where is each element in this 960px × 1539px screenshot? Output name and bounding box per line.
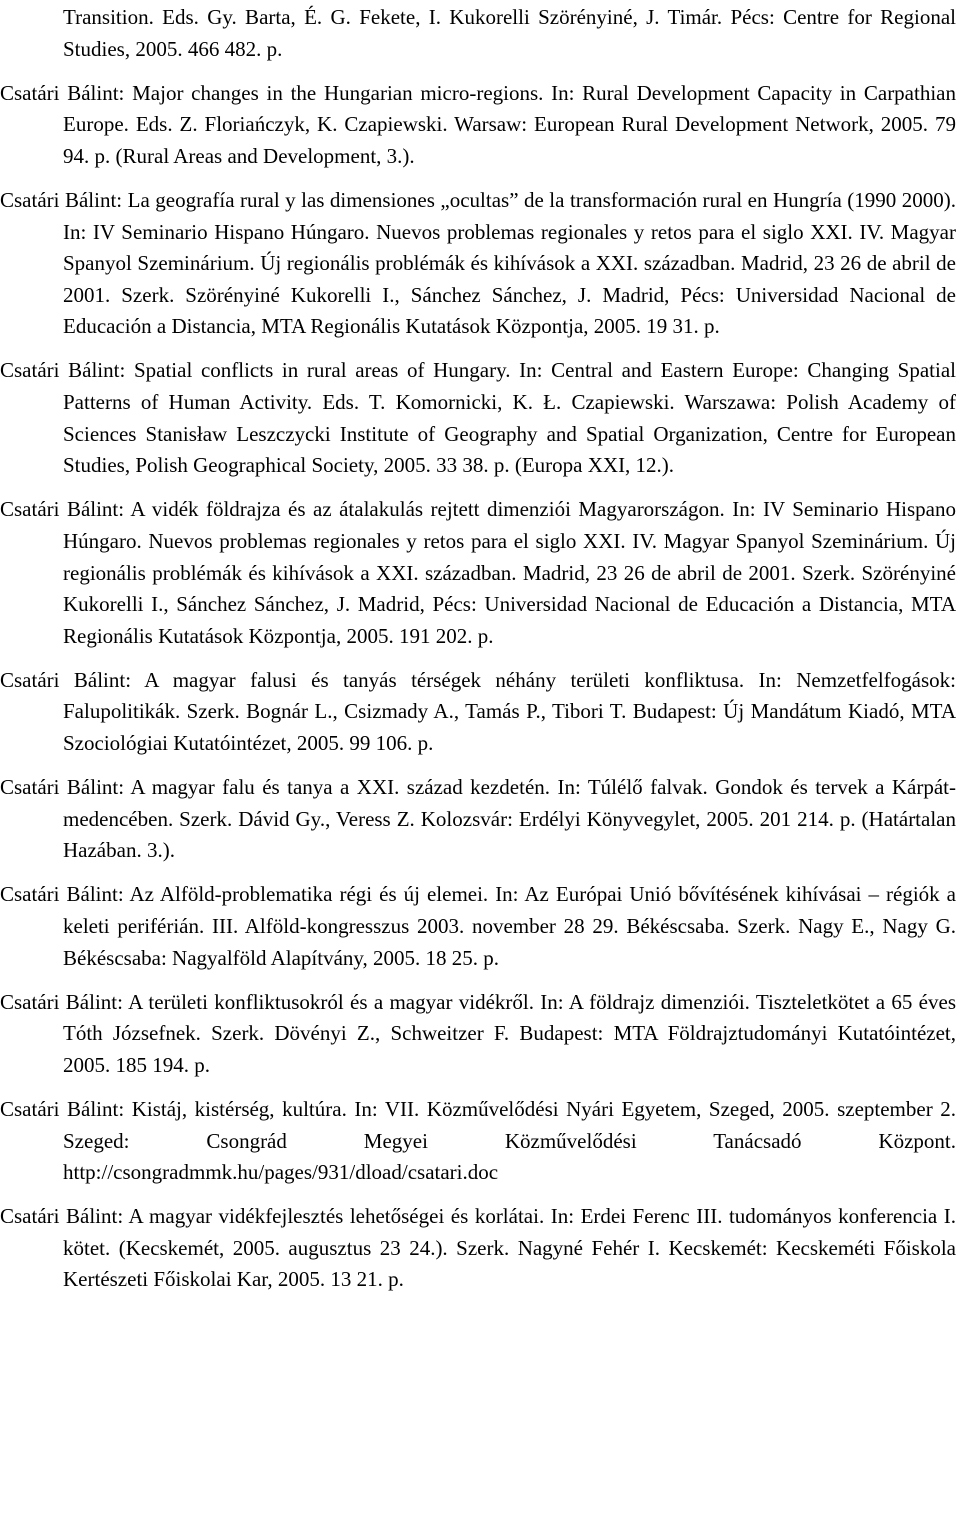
reference-entry-continued: Transition. Eds. Gy. Barta, É. G. Fekete, I. Kukorelli Szörényiné, J. Timár. Pécs: Centre for Regional Studies, 2005. 466 482. p. [63, 5, 956, 61]
reference-entry: Csatári Bálint: Spatial conflicts in rural areas of Hungary. In: Central and Eastern Europe: Changing Spatial Patterns of Human Activity. Eds. T. Komornicki, K. Ł. Czapiewski. Warszawa: Polish Academy of Sciences Stanisław Leszczycki Institute of Geography and Spatial Organization, Centre for European Studies, Polish Geographical Society, 2005. 33 38. p. (Europa XXI, 12.). [0, 358, 956, 478]
reference-entry: Csatári Bálint: A magyar falusi és tanyás térségek néhány területi konfliktusa. In: Nemzetfelfogások: Falupolitikák. Szerk. Bognár L., Csizmady A., Tamás P., Tibori T. Budapest: Új Mandátum Kiadó, MTA Szociológiai Kutatóintézet, 2005. 99 106. p. [0, 667, 956, 755]
reference-entry: Csatári Bálint: A vidék földrajza és az átalakulás rejtett dimenziói Magyarországon. In: IV Seminario Hispano Húngaro. Nuevos problemas regionales y retos para el siglo XXI. IV. Magyar Spanyol Szeminárium. Új regionális problémák és kihívások a XXI. században. Madrid, 23 26 de abril de 2001. Szerk. Szörényiné Kukorelli I., Sánchez Sánchez, J. Madrid, Pécs: Universidad Nacional de Educación a Distancia, MTA Regionális Kutatások Központja, 2005. 191 202. p. [0, 497, 956, 648]
reference-entry: Csatári Bálint: A magyar vidékfejlesztés lehetőségei és korlátai. In: Erdei Ferenc III. tudományos konferencia I. kötet. (Kecskemét, 2005. augusztus 23 24.). Szerk. Nagyné Fehér I. Kecskemét: Kecskeméti Főiskola Kertészeti Főiskolai Kar, 2005. 13 21. p. [0, 1204, 956, 1292]
reference-entry: Csatári Bálint: Az Alföld-problematika régi és új elemei. In: Az Európai Unió bővítésének kihívásai – régiók a keleti periférián. III. Alföld-kongresszus 2003. november 28 29. Békéscsaba. Szerk. Nagy E., Nagy G. Békéscsaba: Nagyalföld Alapítvány, 2005. 18 25. p. [0, 882, 956, 970]
reference-entry: Csatári Bálint: La geografía rural y las dimensiones „ocultas” de la transformación rural en Hungría (1990 2000). In: IV Seminario Hispano Húngaro. Nuevos problemas regionales y retos para el siglo XXI. IV. Magyar Spanyol Szeminárium. Új regionális problémák és kihívások a XXI. században. Madrid, 23 26 de abril de 2001. Szerk. Szörényiné Kukorelli I., Sánchez Sánchez, J. Madrid, Pécs: Universidad Nacional de Educación a Distancia, MTA Regionális Kutatások Központja, 2005. 19 31. p. [0, 187, 956, 339]
reference-entry: Csatári Bálint: A területi konfliktusokról és a magyar vidékről. In: A földrajz dimenziói. Tiszteletkötet a 65 éves Tóth Józsefnek. Szerk. Dövényi Z., Schweitzer F. Budapest: MTA Földrajztudományi Kutatóintézet, 2005. 185 194. p. [0, 989, 956, 1077]
reference-entry: Csatári Bálint: A magyar falu és tanya a XXI. század kezdetén. In: Túlélő falvak. Gondok és tervek a Kárpát-medencében. Szerk. Dávid Gy., Veress Z. Kolozsvár: Erdélyi Könyvegylet, 2005. 201 214. p. (Határtalan Hazában. 3.). [0, 775, 956, 863]
reference-entry: Csatári Bálint: Kistáj, kistérség, kultúra. In: VII. Közművelődési Nyári Egyetem, Szeged, 2005. szeptember 2. Szeged: Csongrád Megyei Közművelődési Tanácsadó Központ. http://csongradmmk.hu/pages/931/dload/csatari.doc [0, 1096, 956, 1185]
reference-entry: Csatári Bálint: Major changes in the Hungarian micro-regions. In: Rural Development Capacity in Carpathian Europe. Eds. Z. Floriańczyk, K. Czapiewski. Warsaw: European Rural Development Network, 2005. 79 94. p. (Rural Areas and Development, 3.). [0, 80, 956, 168]
